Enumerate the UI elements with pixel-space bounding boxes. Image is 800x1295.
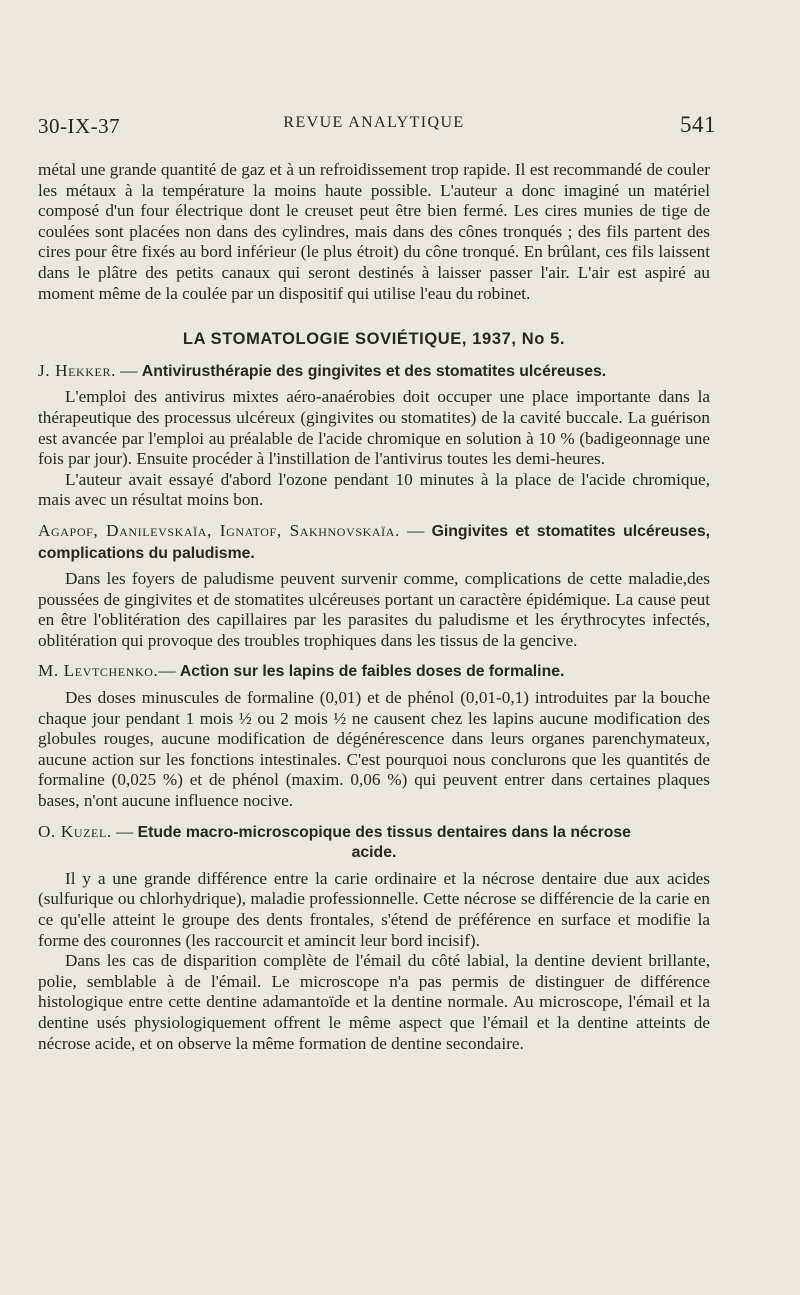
article xyxy=(38,521,710,652)
article-paragraph: Il y a une grande différence entre la carie ordinaire et la nécrose dentaire due aux acides (sulfurique ou chlorhydrique), maladie professionnelle. Cette nécrose se différencie de la carie en ce qu'elle atteint le groupe des dents frontales, s'étend de préférence en surface et modifie la forme des couronnes (les raccourcit et amincit leur bord incisif). xyxy=(38,868,710,950)
article-heading xyxy=(38,661,710,683)
article-paragraph: Dans les foyers de paludisme peuvent survenir comme, complications de cette maladie,des poussées de gingivites et de stomatites ulcéreuses portant un caractère épidémique. La cause peut en être l'oblitération des capillaires par les parasites du paludisme et les érythrocytes infectés, oblitération qui provoque des troubles trophiques dans les tissus de la gencive. xyxy=(38,569,710,650)
issue-date: 30-IX-37 xyxy=(38,114,121,138)
article-heading xyxy=(38,521,710,564)
article-title: Gingivites et stomatites ulcéreuses, complications du paludisme. xyxy=(38,522,711,562)
article-author: M. Levtchenko. xyxy=(38,661,159,681)
article-paragraph: L'auteur avait essayé d'abord l'ozone pendant 10 minutes à la place de l'acide chromique, mais avec un résultat moins bon. xyxy=(38,469,710,510)
article-title: Etude macro-microscopique des tissus dentaires dans la nécrose xyxy=(137,823,631,841)
journal-name: REVUE ANALYTIQUE xyxy=(283,114,465,131)
section-heading: LA STOMATOLOGIE SOVIÉTIQUE, 1937, No 5. xyxy=(182,330,566,349)
intro-paragraph: métal une grande quantité de gaz et à un refroidissement trop rapide. Il est recommandé de couler les métaux à la température la moins haute possible. L'auteur a donc imaginé un matériel composé d'un four électrique dont le creuset peut être bien fermé. Les cires munies de tige de coulées sont placées non dans des cylindres, mais dans des cônes tronqués ; des fils partent des cires pour être fixés au bord inférieur (le plus étroit) du cône tronqué. En brûlant, ces fils laissent dans le plâtre des petits canaux qui seront destinés à laisser passer l'air. L'air est aspiré au moment même de la coulée par un dispositif qui utilise l'eau du robinet. xyxy=(38,160,710,303)
article-paragraph: Dans les cas de disparition complète de l'émail du côté labial, la dentine devient brillante, polie, semblable à de l'émail. Le microscope n'a pas permis de distinguer de différence histologique entre cette dentine adamantoïde et la dentine normale. Au microscope, l'émail et la dentine usés physiologiquement offrent le même aspect que l'émail et la dentine atteints de nécrose acide, et on observe la même formation de dentine secondaire. xyxy=(38,951,710,1053)
article-title-continued: acide. xyxy=(351,844,397,862)
article-paragraph: L'emploi des antivirus mixtes aéro-anaérobies doit occuper une place importante dans la thérapeutique des processus ulcéreux (gingivites ou stomatites) de la cavité buccale. La guérison est avancée par l'emploi au préalable de l'acide chromique en solution à 10 % (badigeonnage une fois par jour). Ensuite procéder à l'instillation de l'antivirus toutes les demi-heures. xyxy=(38,387,710,469)
article-dash: — xyxy=(116,360,142,380)
article-title: Action sur les lapins de faibles doses de formaline. xyxy=(179,663,565,681)
article xyxy=(38,361,710,511)
page-number: 541 xyxy=(680,112,716,137)
article-heading xyxy=(38,361,710,383)
article-title: Antivirusthérapie des gingivites et des stomatites ulcéreuses. xyxy=(141,362,607,380)
article-dash: — xyxy=(399,520,432,540)
running-head xyxy=(38,112,716,142)
article-author: O. Kuzel. xyxy=(38,821,112,841)
article-heading xyxy=(38,822,710,864)
article-author: Agapof, Danilevskaïa, Ignatof, Sakhnovskaïa. xyxy=(38,520,400,540)
article xyxy=(38,661,710,811)
article-dash: — xyxy=(158,661,180,681)
article-paragraph: Des doses minuscules de formaline (0,01) et de phénol (0,01-0,1) introduites par la bouche chaque jour pendant 1 mois ½ ou 2 mois ½ ne causent chez les lapins aucune modification des globules rouges, aucune modification de dégénérescence dans leurs organes parenchymateux, aucune action sur les fonctions intestinales. C'est pourquoi nous conclurons que les quantités de formaline (0,025 %) et de phénol (maxim. 0,06 %) qui peuvent entrer dans certaines plaques bases, n'ont aucune influence nocive. xyxy=(38,688,710,811)
article xyxy=(38,822,710,1055)
article-dash: — xyxy=(111,821,138,841)
page-content xyxy=(38,160,710,1054)
article-author: J. Hekker. xyxy=(38,360,116,380)
